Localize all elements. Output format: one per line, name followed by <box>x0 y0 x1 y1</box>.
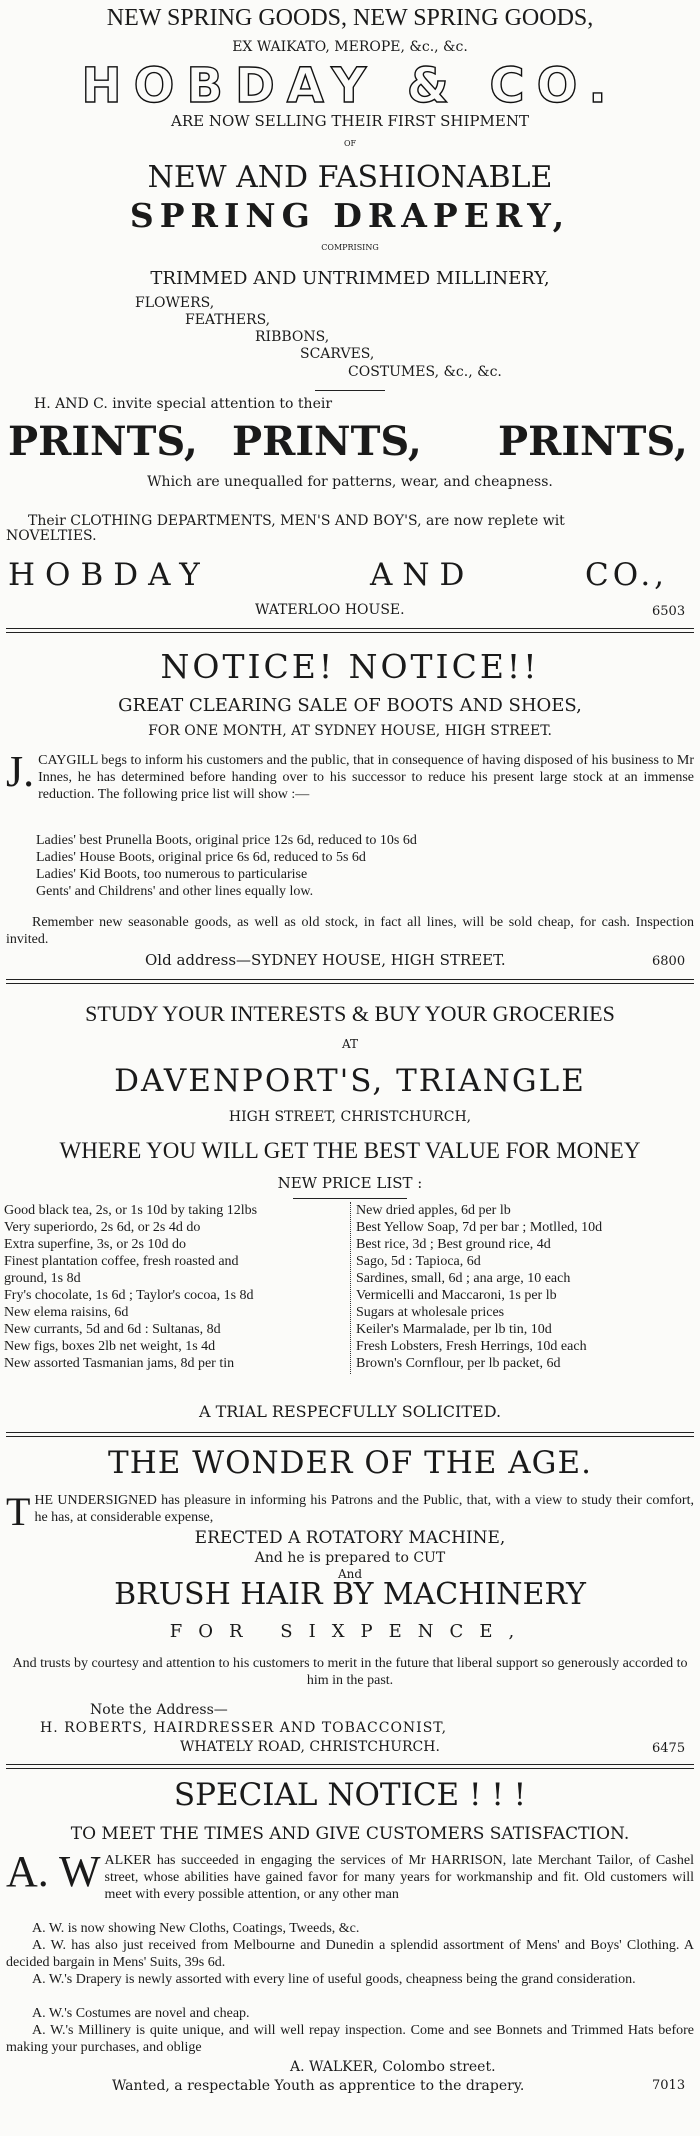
davenport-street: HIGH STREET, CHRISTCHURCH, <box>228 1109 472 1125</box>
divider <box>6 979 694 980</box>
price-item: Brown's Cornflour, per lb packet, 6d <box>356 1356 561 1371</box>
davenport-right-column <box>356 1202 602 1372</box>
roberts-ref: 6475 <box>652 1741 686 1756</box>
hobday-print: PRINTS, <box>8 418 198 465</box>
davenport-price-list: NEW PRICE LIST : <box>277 1174 423 1192</box>
hobday-spring-drapery: SPRING DRAPERY, <box>129 196 571 235</box>
price-item: New elema raisins, 6d <box>4 1305 129 1320</box>
walker-line: A. W.'s Drapery is newly assorted with every line of useful goods, cheapness being the grand consideration. <box>32 1972 636 1987</box>
caygill-subtitle: GREAT CLEARING SALE OF BOOTS AND SHOES, <box>118 695 582 716</box>
price-item: Fry's chocolate, 1s 6d ; Taylor's cocoa, 1s 8d <box>4 1288 254 1303</box>
price-item: Extra superfine, 3s, or 2s 10d do <box>4 1237 186 1252</box>
drop-cap-w: W <box>59 1847 101 1896</box>
hobday-comprising: COMPRISING <box>321 243 379 252</box>
list-item: Ladies' House Boots, original price 6s 6d, reduced to 5s 6d <box>36 850 366 865</box>
hobday-unequalled: Which are unequalled for patterns, wear, and cheapness. <box>147 474 553 490</box>
divider <box>315 390 385 391</box>
roberts-brush: BRUSH HAIR BY MACHINERY <box>114 1577 586 1612</box>
price-item: Best rice, 3d ; Best ground rice, 4d <box>356 1237 551 1252</box>
price-item: Good black tea, 2s, or 1s 10d by taking 12lbs <box>4 1203 258 1218</box>
caygill-body <box>6 747 694 803</box>
caygill-address: Old address—SYDNEY HOUSE, HIGH STREET. <box>145 951 506 969</box>
drop-cap: J. <box>6 747 35 796</box>
drop-cap <box>6 1847 101 1896</box>
price-item: Very superiordo, 2s 6d, or 2s 4d do <box>4 1220 201 1235</box>
hobday-millinery: TRIMMED AND UNTRIMMED MILLINERY, <box>150 268 550 289</box>
price-item: New assorted Tasmanian jams, 8d per tin <box>4 1356 235 1371</box>
price-item: New figs, boxes 2lb net weight, 1s 4d <box>4 1339 216 1354</box>
caygill-body-text: CAYGILL begs to inform his customers and the public, that in consequence of having disposed of his business to Mr Innes, he has determined before handing over to his successor to reduce his present large stock at an immense reduction. The following price list will show :— <box>38 753 694 802</box>
hobday-selling: ARE NOW SELLING THEIR FIRST SHIPMENT <box>171 112 529 130</box>
walker-ref: 7013 <box>652 2078 686 2093</box>
hobday-footer-name: HOBDAY <box>8 557 210 593</box>
hobday-brand: HOBDAY & CO. <box>81 58 619 114</box>
divider <box>6 628 694 629</box>
caygill-ref: 6800 <box>652 954 686 969</box>
column-divider <box>350 1202 351 1374</box>
hobday-headline: NEW SPRING GOODS, NEW SPRING GOODS, <box>106 5 594 31</box>
list-item: Ladies' best Prunella Boots, original price 12s 6d, reduced to 10s 6d <box>36 833 417 848</box>
price-item: New currants, 5d and 6d : Sultanas, 8d <box>4 1322 221 1337</box>
price-item: Finest plantation coffee, fresh roasted and <box>4 1254 239 1269</box>
roberts-note: Note the Address— <box>90 1702 228 1718</box>
davenport-at: AT <box>341 1037 358 1051</box>
hobday-attention: H. AND C. invite special attention to their <box>34 396 333 412</box>
hobday-footer-co: CO., <box>585 557 669 593</box>
price-item: Sardines, small, 6d ; ana arge, 10 each <box>356 1271 571 1286</box>
walker-wanted: Wanted, a respectable Youth as apprentice to the drapery. <box>112 2078 525 2094</box>
divider <box>6 632 694 633</box>
price-item: Fresh Lobsters, Fresh Herrings, 10d each <box>356 1339 587 1354</box>
hobday-ref: 6503 <box>652 604 686 619</box>
price-item: Sugars at wholesale prices <box>356 1305 505 1320</box>
roberts-prepared: And he is prepared to CUT <box>254 1550 446 1566</box>
hobday-item: SCARVES, <box>300 346 375 362</box>
walker-body <box>6 1847 694 1903</box>
caygill-remember: Remember new seasonable goods, as well as old stock, in fact all lines, will be sold cheap, for cash. Inspection invited. <box>6 915 694 947</box>
price-item: New dried apples, 6d per lb <box>356 1203 511 1218</box>
roberts-hairdresser: H. ROBERTS, HAIRDRESSER AND TOBACCONIST, <box>40 1720 448 1736</box>
divider <box>6 1768 694 1769</box>
davenport-name: DAVENPORT'S, TRIANGLE <box>114 1063 586 1099</box>
hobday-ex-ships: EX WAIKATO, MEROPE, &c., &c. <box>232 39 468 55</box>
hobday-clothing: Their CLOTHING DEPARTMENTS, MEN'S AND BOY'S, are now replete wit <box>28 513 565 529</box>
walker-body-text: ALKER has succeeded in engaging the services of Mr HARRISON, late Merchant Tailor, of Cashel street, whose abilities have gained favor for many years for workmanship and fit. Old customers will meet with every possible attention, or any other man <box>104 1853 694 1902</box>
walker-line: A. W. has also just received from Melbourne and Dunedin a splendid assortment of Mens' and Boys' Clothing. A decided bargain in Mens' Suits, 39s 6d. <box>6 1938 694 1970</box>
walker-line: A. W. is now showing New Cloths, Coatings, Tweeds, &c. <box>32 1921 360 1936</box>
list-item: Ladies' Kid Boots, too numerous to particularise <box>36 867 308 882</box>
davenport-trial: A TRIAL RESPECFULLY SOLICITED. <box>198 1402 502 1421</box>
caygill-price-list <box>36 832 417 900</box>
davenport-value: WHERE YOU WILL GET THE BEST VALUE FOR MONEY <box>59 1138 641 1163</box>
hobday-print: PRINTS, <box>498 418 688 465</box>
drop-cap-a: A. <box>6 1847 49 1896</box>
hobday-new-fashionable: NEW AND FASHIONABLE <box>147 160 553 195</box>
hobday-waterloo: WATERLOO HOUSE. <box>255 602 405 618</box>
roberts-trusts: And trusts by courtesy and attention to his customers to merit in the future that liberal support so generously accorded to him in the past. <box>12 1656 688 1688</box>
caygill-period: FOR ONE MONTH, AT SYDNEY HOUSE, HIGH STREET. <box>148 723 552 739</box>
drop-cap: T <box>6 1489 31 1534</box>
roberts-erected: ERECTED A ROTATORY MACHINE, <box>194 1528 506 1548</box>
roberts-whately: WHATELY ROAD, CHRISTCHURCH. <box>180 1739 440 1755</box>
hobday-footer-and: AND <box>370 557 475 593</box>
hobday-novelties: NOVELTIES. <box>6 528 97 544</box>
divider <box>6 1436 694 1437</box>
hobday-print: PRINTS, <box>232 418 422 465</box>
divider <box>293 1198 407 1199</box>
roberts-title: THE WONDER OF THE AGE. <box>108 1445 592 1481</box>
price-item: ground, 1s 8d <box>4 1271 81 1286</box>
price-item: Vermicelli and Maccaroni, 1s per lb <box>356 1288 557 1303</box>
price-item: Sago, 5d : Tapioca, 6d <box>356 1254 481 1269</box>
divider <box>6 1764 694 1765</box>
list-item: Gents' and Childrens' and other lines equally low. <box>36 884 314 899</box>
price-item: Best Yellow Soap, 7d per bar ; Motlled, 10d <box>356 1220 603 1235</box>
hobday-item: FLOWERS, <box>135 295 215 311</box>
hobday-of: OF <box>343 139 357 148</box>
walker-title: SPECIAL NOTICE ! ! ! <box>173 1777 527 1813</box>
divider <box>6 983 694 984</box>
hobday-item: COSTUMES, &c., &c. <box>348 364 502 380</box>
davenport-left-column <box>4 1202 257 1372</box>
roberts-body <box>6 1489 694 1534</box>
roberts-and: And <box>337 1567 363 1581</box>
roberts-body-text: HE UNDERSIGNED has pleasure in informing his Patrons and the Public, that, with a view to study their comfort, he has, at considerable expense, <box>34 1493 694 1525</box>
walker-line: A. W.'s Millinery is quite unique, and will well repay inspection. Come and see Bonnets and Trimmed Hats before making your purchases, and oblige <box>6 2023 694 2055</box>
walker-subtitle: TO MEET THE TIMES AND GIVE CUSTOMERS SATISFACTION. <box>70 1824 630 1844</box>
divider <box>6 1432 694 1433</box>
hobday-item: FEATHERS, <box>185 312 271 328</box>
walker-sign: A. WALKER, Colombo street. <box>290 2059 496 2075</box>
roberts-sixpence: FOR SIXPENCE, <box>169 1621 531 1642</box>
walker-line: A. W.'s Costumes are novel and cheap. <box>32 2006 250 2021</box>
hobday-item: RIBBONS, <box>255 329 330 345</box>
davenport-headline: STUDY YOUR INTERESTS & BUY YOUR GROCERIES <box>85 1001 615 1026</box>
price-item: Keiler's Marmalade, per lb tin, 10d <box>356 1322 552 1337</box>
caygill-title: NOTICE! NOTICE!! <box>160 647 540 686</box>
